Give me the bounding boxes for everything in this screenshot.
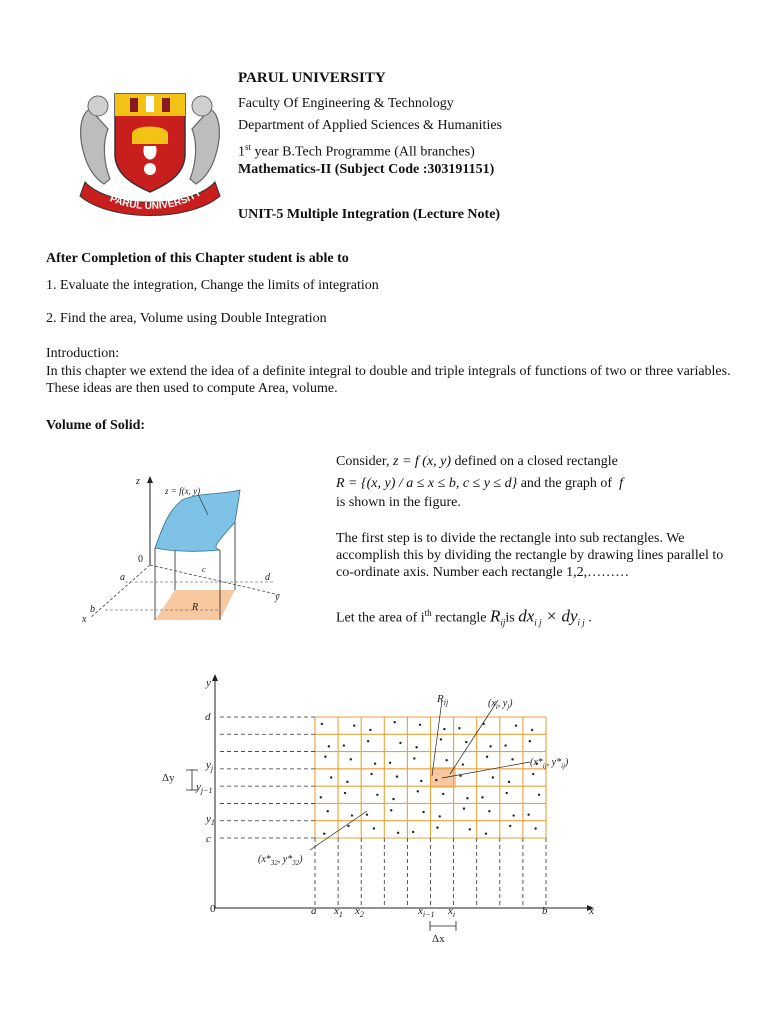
- d-label: d: [265, 572, 270, 583]
- xi1-label: $x_{i-1}$: [418, 905, 435, 919]
- y1-label: $y_1$: [206, 813, 215, 827]
- delta-y-label: Δy: [162, 772, 175, 784]
- intro-text: In this chapter we extend the idea of a definite integral to double and triple integrals of functions of two or three variables. These ideas are then used to compute Area, volume.: [46, 364, 731, 396]
- delta-x-label: Δx: [432, 933, 445, 945]
- a-label: a: [311, 905, 317, 917]
- origin-label: 0: [210, 903, 216, 915]
- surface-figure: [70, 470, 310, 630]
- consider-line: Consider, z = f (x, y) defined on a closed rectangle: [336, 454, 618, 469]
- c-label: c: [206, 833, 211, 845]
- objective-1: 1. Evaluate the integration, Change the limits of integration: [46, 278, 379, 293]
- x1-label: $x_1$: [334, 905, 343, 919]
- programme-line: 1st year B.Tech Programme (All branches): [238, 142, 475, 160]
- yj-label: $y_j$: [206, 759, 214, 773]
- y-axis-label: y: [206, 677, 211, 689]
- objectives-heading: After Completion of this Chapter student is able to: [46, 251, 349, 266]
- partition-grid: [315, 717, 546, 838]
- surface-label: z = f(x, y): [165, 486, 201, 496]
- x2-label: $x_2$: [355, 905, 364, 919]
- logo-text: PARUL UNIVERSITY: [108, 187, 204, 213]
- yj1-label: $y_{j-1}$: [196, 781, 213, 795]
- region-line: R = {(x, y) / a ≤ x ≤ b, c ≤ y ≤ d} and the graph of f: [336, 476, 623, 491]
- subject-line: Mathematics-II (Subject Code :303191151): [238, 162, 495, 177]
- b-label: b: [542, 905, 548, 917]
- shown-line: is shown in the figure.: [336, 495, 461, 510]
- subdivide-paragraph: The first step is to divide the rectangle into sub rectangles. We accomplish this by dividing the rectangle by drawing lines parallel to co-ordinate axis. Number each rectangle 1,2,………: [336, 531, 724, 580]
- z-label: z: [136, 476, 140, 487]
- volume-heading: Volume of Solid:: [46, 418, 146, 433]
- c-label: c: [202, 565, 206, 574]
- a-label: a: [120, 572, 125, 583]
- faculty-name: Faculty Of Engineering & Technology: [238, 96, 454, 111]
- origin-label: 0: [138, 554, 143, 565]
- rij-label: $R_{ij}$: [437, 693, 449, 707]
- parul-university-logo: [70, 84, 230, 219]
- objective-2: 2. Find the area, Volume using Double Integration: [46, 311, 327, 326]
- partition-figure: [160, 670, 610, 945]
- unit-title: UNIT-5 Multiple Integration (Lecture Note): [238, 207, 501, 222]
- area-line: Let the area of $i^{th}$ rectangle $R_{ij}is$ $dx_{i j} \times dy_{i j}$ .: [336, 606, 592, 628]
- x-axis-label: x: [589, 905, 594, 917]
- r-label: R: [192, 602, 199, 613]
- xi-yj-label: ($x_i$, $y_j$): [488, 698, 513, 711]
- intro-label: Introduction:: [46, 346, 120, 361]
- y-label: y: [275, 592, 280, 603]
- department-name: Department of Applied Sciences & Humanities: [238, 118, 502, 133]
- b-label: b: [90, 604, 95, 615]
- xi-label: $x_i$: [448, 905, 456, 919]
- university-name: PARUL UNIVERSITY: [238, 70, 386, 86]
- sample-point-32-label: ($x*_{32}$, $y*_{32}$): [258, 854, 303, 867]
- d-label: d: [205, 711, 211, 723]
- x-label: x: [82, 614, 87, 625]
- surface: [155, 490, 240, 551]
- sample-point-label: ($x*_{ij}$, $y*_{ij}$): [530, 757, 569, 770]
